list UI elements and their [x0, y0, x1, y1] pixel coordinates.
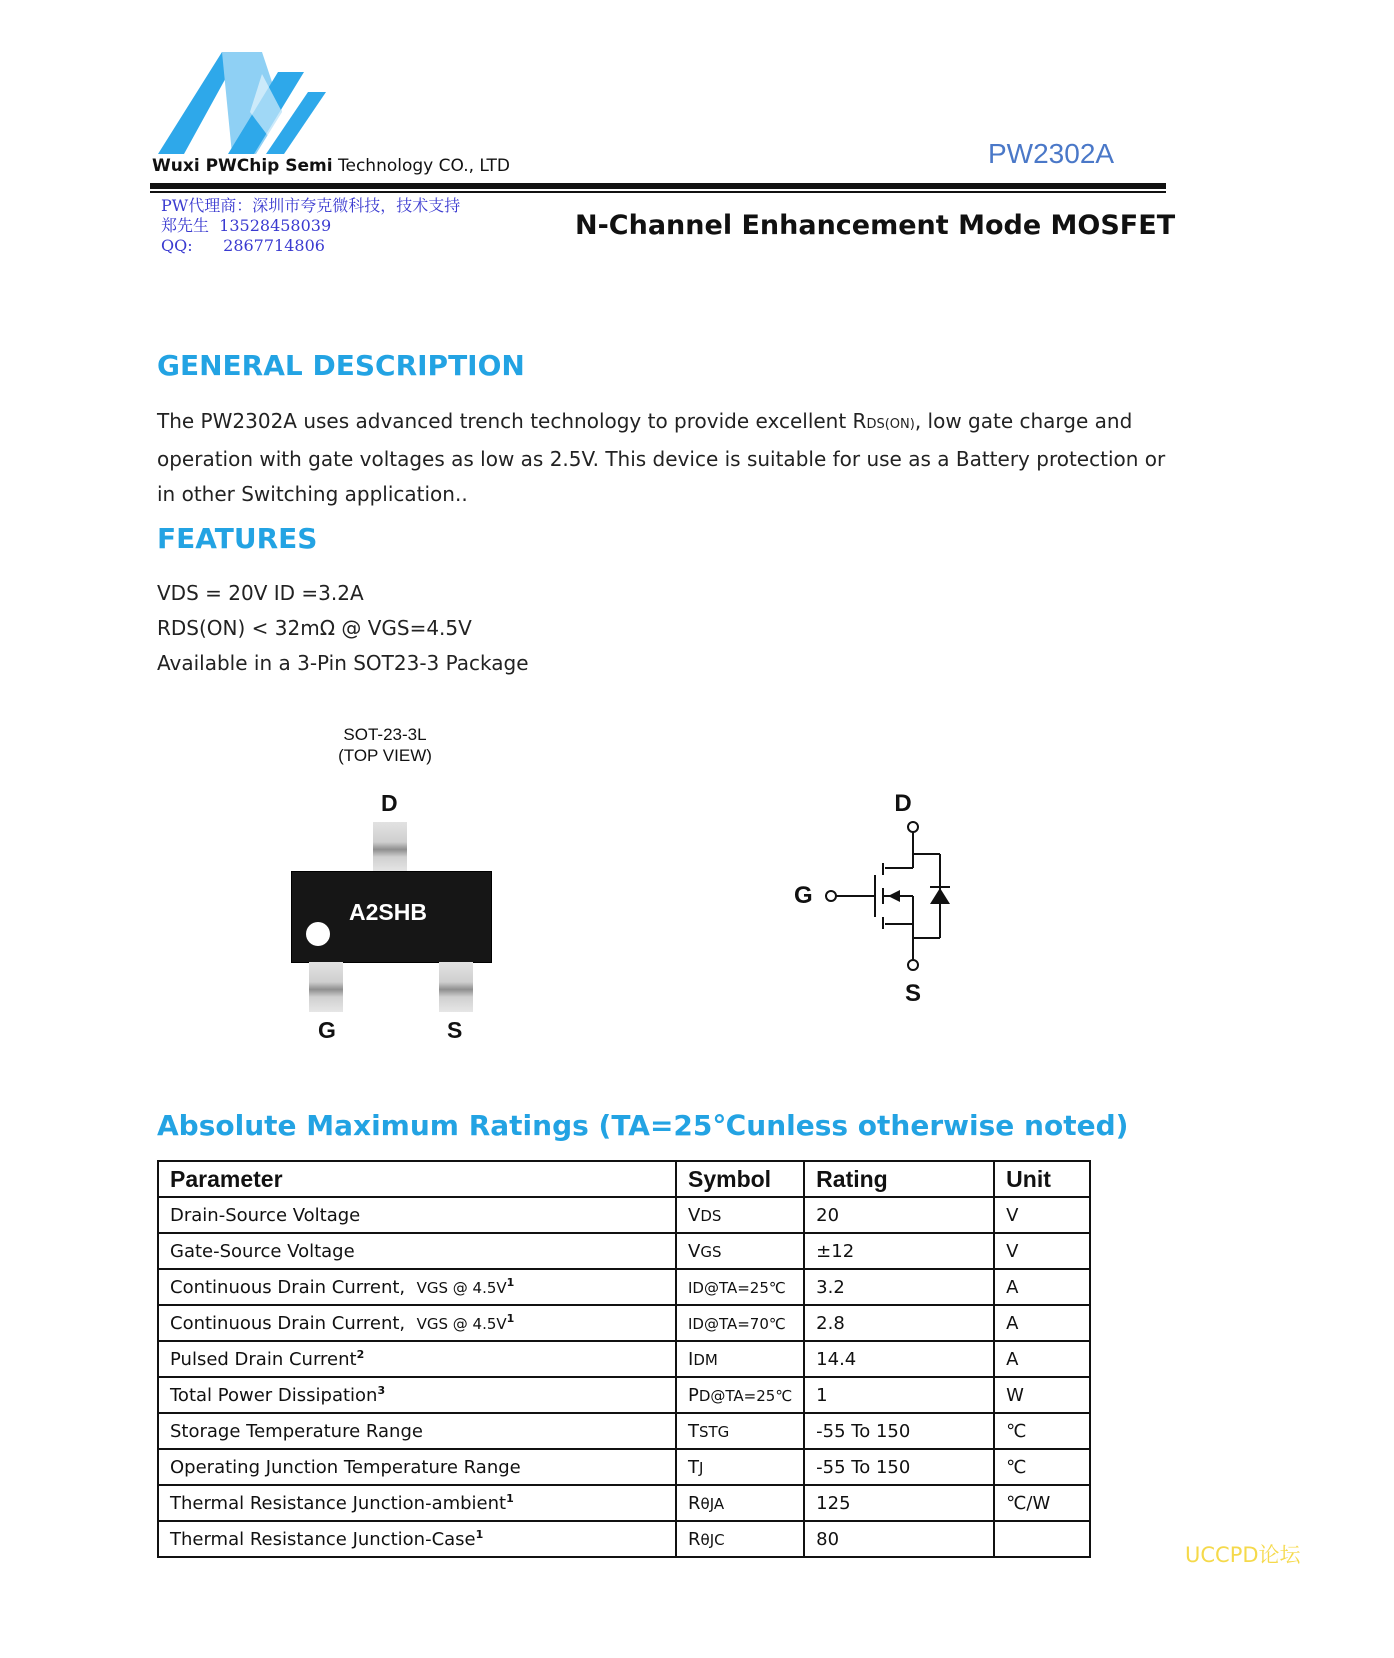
- cell-rating: 14.4: [804, 1341, 994, 1377]
- cell-symbol: PD@TA=25℃: [676, 1377, 804, 1413]
- table-row: [158, 1449, 1090, 1485]
- header-rule-thick: [150, 183, 1166, 189]
- cell-parameter: Operating Junction Temperature Range: [158, 1449, 676, 1485]
- ratings-header-row: [158, 1161, 1090, 1197]
- table-row: [158, 1233, 1090, 1269]
- cell-symbol: RθJA: [676, 1485, 804, 1521]
- cell-symbol: TJ: [676, 1449, 804, 1485]
- body-diode-arrow: [888, 890, 900, 902]
- table-row: [158, 1341, 1090, 1377]
- table-row: [158, 1197, 1090, 1233]
- table-row: [158, 1413, 1090, 1449]
- cell-symbol: IDM: [676, 1341, 804, 1377]
- cell-parameter: Total Power Dissipation$^3$: [158, 1377, 676, 1413]
- description-line: The PW2302A uses advanced trench technology to provide excellent RDS(ON), low gate charge and: [157, 409, 1133, 433]
- feature-item: VDS = 20V ID =3.2A: [157, 581, 364, 605]
- source-terminal-circle: [908, 960, 918, 970]
- cell-parameter: Continuous Drain Current, VGS @ $4.5V^1$: [158, 1305, 676, 1341]
- cell-unit: ℃/W: [994, 1485, 1090, 1521]
- pin1-indicator-dot: [306, 922, 330, 946]
- footnote-ref: 2: [356, 1348, 365, 1361]
- cell-unit: V: [994, 1233, 1090, 1269]
- cell-symbol: ID@TA=25℃: [676, 1269, 804, 1305]
- cell-unit: [994, 1521, 1090, 1557]
- cell-symbol: ID@TA=70℃: [676, 1305, 804, 1341]
- column-header-rating: Rating: [804, 1161, 994, 1197]
- column-header-symbol: Symbol: [676, 1161, 804, 1197]
- cell-unit: ℃: [994, 1449, 1090, 1485]
- cell-unit: ℃: [994, 1413, 1090, 1449]
- general-description-heading: GENERAL DESCRIPTION: [157, 349, 525, 382]
- table-row: [158, 1305, 1090, 1341]
- description-line: operation with gate voltages as low as 2.5V. This device is suitable for use as a Battery protection or: [157, 447, 1166, 471]
- column-header-parameter: Parameter: [158, 1161, 676, 1197]
- cell-rating: 2.8: [804, 1305, 994, 1341]
- feature-item: RDS(ON) < 32mΩ @ VGS=4.5V: [157, 616, 472, 640]
- footnote-ref: 1: [475, 1528, 484, 1541]
- mosfet-schematic-symbol: [780, 785, 980, 1015]
- agent-line: 郑先生 13528458039: [161, 216, 332, 235]
- footnote-ref: 1: [506, 1492, 514, 1505]
- company-name: [152, 156, 510, 176]
- cell-symbol: TSTG: [676, 1413, 804, 1449]
- cell-unit: A: [994, 1269, 1090, 1305]
- cell-unit: V: [994, 1197, 1090, 1233]
- cell-symbol: VDS: [676, 1197, 804, 1233]
- document-title: N-Channel Enhancement Mode MOSFET: [575, 210, 1176, 241]
- footnote-ref: 1: [506, 1276, 515, 1289]
- cell-rating: 20: [804, 1197, 994, 1233]
- pwchip-logo: [158, 52, 330, 156]
- footnote-ref: 1: [506, 1312, 515, 1325]
- ratings-heading: Absolute Maximum Ratings (TA=25℃unless otherwise noted): [157, 1109, 1129, 1142]
- table-row: [158, 1521, 1090, 1557]
- ratings-table: [157, 1160, 1091, 1558]
- general-description-text: [157, 404, 1166, 512]
- forum-watermark: UCCPD论坛: [1185, 1543, 1301, 1567]
- cell-parameter: Storage Temperature Range: [158, 1413, 676, 1449]
- package-pin-gate-label: G: [318, 1017, 336, 1043]
- table-row: [158, 1485, 1090, 1521]
- package-pin-drain-label: D: [381, 790, 398, 816]
- cell-rating: 125: [804, 1485, 994, 1521]
- cell-rating: -55 To 150: [804, 1449, 994, 1485]
- body-diode-triangle: [930, 888, 950, 904]
- table-row: [158, 1269, 1090, 1305]
- cell-parameter: Pulsed Drain Current$^2$: [158, 1341, 676, 1377]
- package-caption: [300, 724, 470, 766]
- company-name-rest: Technology CO., LTD: [338, 156, 511, 176]
- cell-rating: ±12: [804, 1233, 994, 1269]
- cell-parameter: Gate-Source Voltage: [158, 1233, 676, 1269]
- package-marking: A2SHB: [349, 899, 427, 925]
- features-heading: FEATURES: [157, 522, 318, 555]
- cell-unit: A: [994, 1305, 1090, 1341]
- cell-rating: 3.2: [804, 1269, 994, 1305]
- header-rule-thin: [150, 191, 1166, 193]
- cell-unit: W: [994, 1377, 1090, 1413]
- package-lead-drain: [373, 822, 407, 872]
- company-name-bold: Wuxi PWChip Semi: [152, 156, 333, 176]
- footnote-ref: 3: [377, 1384, 386, 1397]
- cell-rating: 1: [804, 1377, 994, 1413]
- column-header-unit: Unit: [994, 1161, 1090, 1197]
- description-line: in other Switching application..: [157, 482, 468, 506]
- cell-symbol: RθJC: [676, 1521, 804, 1557]
- package-lead-gate: [309, 962, 343, 1012]
- agent-info: [161, 196, 460, 256]
- package-caption-name: SOT-23-3L: [343, 725, 427, 744]
- schematic-source-label: S: [904, 980, 922, 1007]
- schematic-gate-label: G: [794, 882, 813, 909]
- drain-terminal-circle: [908, 822, 918, 832]
- cell-parameter: Continuous Drain Current, VGS @ $4.5V^1$: [158, 1269, 676, 1305]
- agent-line: QQ: 2867714806: [161, 236, 325, 255]
- part-number: PW2302A: [988, 138, 1115, 169]
- schematic-drain-label: D: [894, 790, 912, 817]
- cell-rating: -55 To 150: [804, 1413, 994, 1449]
- cell-unit: A: [994, 1341, 1090, 1377]
- cell-rating: 80: [804, 1521, 994, 1557]
- table-row: [158, 1377, 1090, 1413]
- cell-parameter: Thermal Resistance Junction-ambient$^1$: [158, 1485, 676, 1521]
- features-list: [157, 576, 529, 681]
- agent-line: PW代理商：深圳市夸克微科技，技术支持: [161, 196, 461, 215]
- cell-parameter: Drain-Source Voltage: [158, 1197, 676, 1233]
- cell-parameter: Thermal Resistance Junction-Case$^1$: [158, 1521, 676, 1557]
- package-caption-view: (TOP VIEW): [338, 746, 432, 765]
- package-lead-source: [439, 962, 473, 1012]
- cell-symbol: VGS: [676, 1233, 804, 1269]
- feature-item: Available in a 3-Pin SOT23-3 Package: [157, 651, 529, 675]
- gate-terminal-circle: [826, 891, 836, 901]
- package-pin-source-label: S: [447, 1017, 463, 1043]
